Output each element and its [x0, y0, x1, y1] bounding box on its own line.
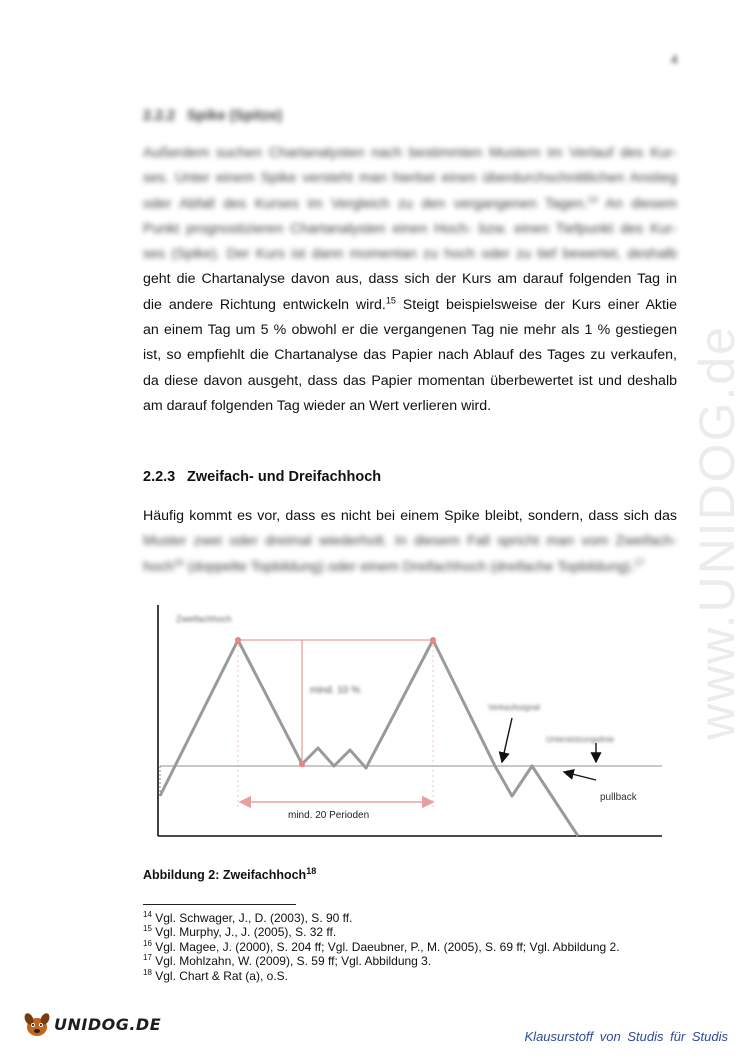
caption-text: Abbildung 2: Zweifachhoch [143, 868, 307, 882]
text-line: ses. Unter einem Spike versteht man hierbei einen überdurchschnittlichen Anstieg [143, 170, 677, 187]
section-heading-2-2-3 [143, 469, 381, 485]
section-heading-2-2-2 [143, 108, 282, 124]
text-line: Punkt prognostizieren Chartanalysten einen Hoch- bzw. einen Tiefpunkt des Kur- [143, 220, 677, 237]
text-line: da diese davon ausgeht, dass das Papier momentan überbewertet ist und deshalb [143, 372, 677, 389]
footnote-item: $^{14}$ Vgl. Schwager, J., D. (2003), S. 90 ff. [143, 910, 353, 925]
footnote-item: $^{18}$ Vgl. Chart & Rat (a), o.S. [143, 967, 288, 983]
double-top-figure [150, 600, 670, 850]
page-number: 4 [670, 52, 678, 67]
figure-caption [143, 865, 317, 882]
footnotes [143, 911, 620, 983]
paragraph-spike [143, 141, 677, 419]
footnote-item: $^{16}$ Vgl. Magee, J. (2000), S. 204 ff; Vgl. Daeubner, P., M. (2005), S. 69 ff; Vgl. Abbildung 2. [143, 938, 620, 954]
sell-signal-arrow [502, 718, 512, 762]
text-line: ses (Spike). Der Kurs ist dann momentan zu hoch oder zu tief bewertet, deshalb [143, 246, 677, 263]
footnote-divider [143, 904, 296, 905]
footnote-item: $^{17}$ Vgl. Mohlzahn, W. (2009), S. 59 ff; Vgl. Abbildung 3. [143, 953, 432, 969]
text-line: die andere Richtung entwickeln wird.$^{15}$ Steigt beispielsweise der Kurs einer Aktie [143, 295, 677, 313]
caption-footnote-ref: 18 [306, 865, 317, 876]
label-sell-signal: Verkaufssignal [488, 703, 541, 712]
logo-text: UNIDOG.DE [54, 1014, 162, 1034]
footer-tagline: Klausurstoff von Studis für Studis [524, 1029, 728, 1044]
label-periods: mind. 20 Perioden [288, 810, 370, 821]
label-min-pct: mind. 10 % [310, 685, 361, 696]
unidog-logo [22, 1010, 161, 1038]
watermark: www.UNIDOG.de [689, 325, 745, 740]
dog-icon [22, 1010, 52, 1038]
label-pullback: pullback [600, 792, 637, 803]
footnote-item: $^{15}$ Vgl. Murphy, J., J. (2005), S. 32 ff. [143, 924, 337, 940]
text-line: hoch$^{16}$ (doppelte Topbildung) oder einem Dreifachhoch (dreifache Topbildung).$^{17}$ [143, 556, 645, 575]
trough-marker [299, 761, 305, 767]
text-line: oder Abfall des Kurses im Vergleich zu den vergangenen Tagen.$^{14}$ An diesem [143, 193, 677, 212]
text-line: am darauf folgenden Tag wieder an Wert verlieren wird. [143, 397, 492, 414]
text-line: ist, so empfiehlt die Chartanalyse das Papier nach Ablauf des Tages zu verkaufen, [143, 347, 677, 364]
text-line: Häufig kommt es vor, dass es nicht bei einem Spike bleibt, sondern, dass sich das [143, 508, 677, 524]
price-line [160, 640, 578, 836]
section-title: Spike (Spitze) [187, 108, 283, 124]
section-number: 2.2.3 [143, 469, 176, 485]
text-line: Außerdem suchen Chartanalysten nach bestimmten Mustern im Verlauf des Kur- [143, 145, 677, 161]
label-title: Zweifachhoch [176, 614, 232, 624]
paragraph-zweifachhoch [143, 504, 677, 580]
section-title: Zweifach- und Dreifachhoch [187, 469, 382, 485]
label-support-line: Unterstützungslinie [546, 735, 615, 744]
section-number: 2.2.2 [143, 108, 176, 124]
text-line: an einem Tag um 5 % obwohl er die vergangenen Tag nie mehr als 1 % gestiegen [143, 322, 677, 339]
pullback-arrow [564, 772, 596, 780]
text-line: geht die Chartanalyse davon aus, dass sich der Kurs am darauf folgenden Tag in [143, 271, 677, 288]
text-line: Muster zwei oder dreimal wiederholt. In diesem Fall spricht man vom Zweifach- [143, 533, 677, 550]
